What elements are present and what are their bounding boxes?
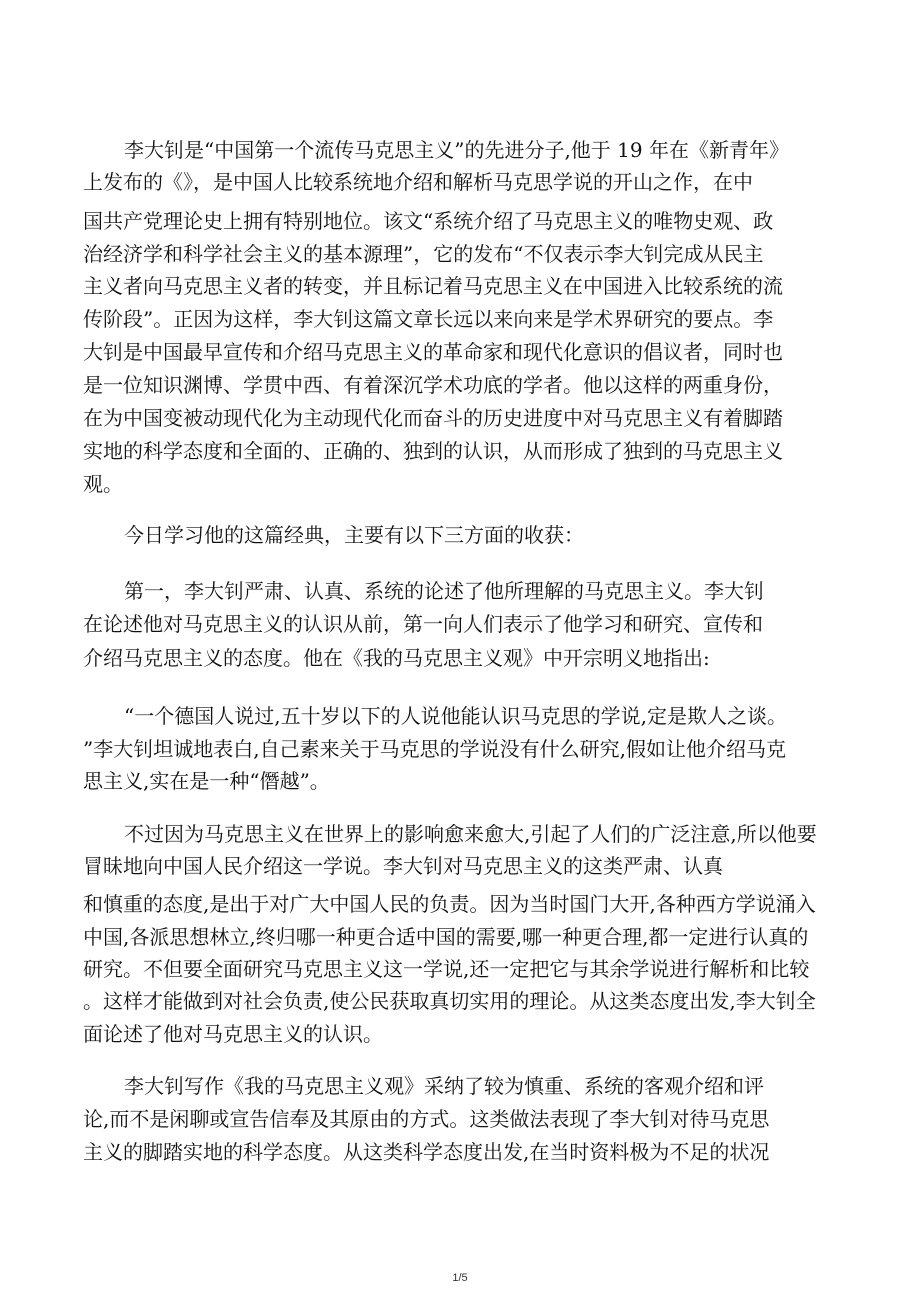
paragraph-4-line-2: ”李大钊坦诚地表白,自己素来关于马克思的学说没有什么研究,假如让他介绍马克 [83, 737, 786, 761]
paragraph-1-line-2: 上发布的《》，是中国人比较系统地介绍和解析马克思学说的开山之作，在中 [83, 170, 753, 194]
paragraph-5-line-4: 中国,各派思想林立,终归哪一种更合适中国的需要,哪一种更合理,都一定进行认真的 [83, 925, 809, 949]
paragraph-3-line-3: 介绍马克思主义的态度。他在《我的马克思主义观》中开宗明义地指出: [83, 646, 710, 670]
paragraph-1-line-4: 治经济学和科学社会主义的基本源理”，它的发布“不仅表示李大钊完成从民主 [83, 242, 764, 266]
paragraph-5-line-5: 研究。不但要全面研究马克思主义这一学说,还一定把它与其余学说进行解析和比较 [83, 957, 810, 981]
paragraph-1-line-10: 实地的科学态度和全面的、正确的、独到的认识，从而形成了独到的马克思主义 [83, 439, 783, 463]
paragraph-6-line-3: 主义的脚踏实地的科学态度。从这类科学态度出发,在当时资料极为不足的状况 [83, 1140, 770, 1164]
paragraph-5-line-6: 。这样才能做到对社会负责,使公民获取真切实用的理论。从这类态度出发,李大钊全 [83, 989, 816, 1013]
paragraph-6-line-1: 李大钊写作《我的马克思主义观》采纳了较为慎重、系统的客观介绍和评 [124, 1074, 764, 1098]
paragraph-3-line-1: 第一，李大钊严肃、认真、系统的论述了他所理解的马克思主义。李大钊 [124, 579, 764, 603]
paragraph-1-line-1: 李大钊是“中国第一个流传马克思主义”的先进分子,他于 19 年在《新青年》 [124, 138, 789, 162]
paragraph-1-line-7: 大钊是中国最早宣传和介绍马克思主义的革命家和现代化意识的倡议者，同时也 [83, 340, 783, 364]
paragraph-1-line-11: 观。 [83, 472, 123, 496]
paragraph-6-line-2: 论,而不是闲聊或宣告信奉及其原由的方式。这类做法表现了李大钊对待马克思 [83, 1107, 770, 1131]
paragraph-1-line-8: 是一位知识渊博、学贯中西、有着深沉学术功底的学者。他以这样的两重身份， [83, 373, 783, 397]
paragraph-1-line-6: 传阶段”。正因为这样，李大钊这篇文章长远以来向来是学术界研究的要点。李 [83, 307, 774, 331]
paragraph-5-line-7: 面论述了他对马克思主义的认识。 [83, 1022, 383, 1046]
paragraph-2-line-1: 今日学习他的这篇经典，主要有以下三方面的收获： [124, 523, 584, 547]
paragraph-4-line-3: 思主义,实在是一种“僭越”。 [83, 769, 330, 793]
paragraph-5-line-2: 冒昧地向中国人民介绍这一学说。李大钊对马克思主义的这类严肃、认真 [83, 854, 723, 878]
paragraph-3-line-2: 在论述他对马克思主义的认识从前，第一向人们表示了他学习和研究、宣传和 [83, 612, 763, 636]
paragraph-5-line-3: 和慎重的态度,是出于对广大中国人民的负责。因为当时国门大开,各种西方学说涌入 [83, 892, 816, 916]
paragraph-1-line-5: 主义者向马克思主义者的转变，并且标记着马克思主义在中国进入比较系统的流 [83, 274, 783, 298]
paragraph-1-line-3: 国共产党理论史上拥有特别地位。该文“系统介绍了马克思主义的唯物史观、政 [83, 209, 774, 233]
paragraph-4-line-1: “一个德国人说过,五十岁以下的人说他能认识马克思的学说,定是欺人之谈。 [124, 704, 787, 728]
paragraph-5-line-1: 不过因为马克思主义在世界上的影响愈来愈大,引起了人们的广泛注意,所以他要 [124, 822, 817, 846]
page-number: 1/5 [452, 1272, 468, 1284]
paragraph-1-line-9: 在为中国变被动现代化为主动现代化而奋斗的历史进度中对马克思主义有着脚踏 [83, 406, 783, 430]
